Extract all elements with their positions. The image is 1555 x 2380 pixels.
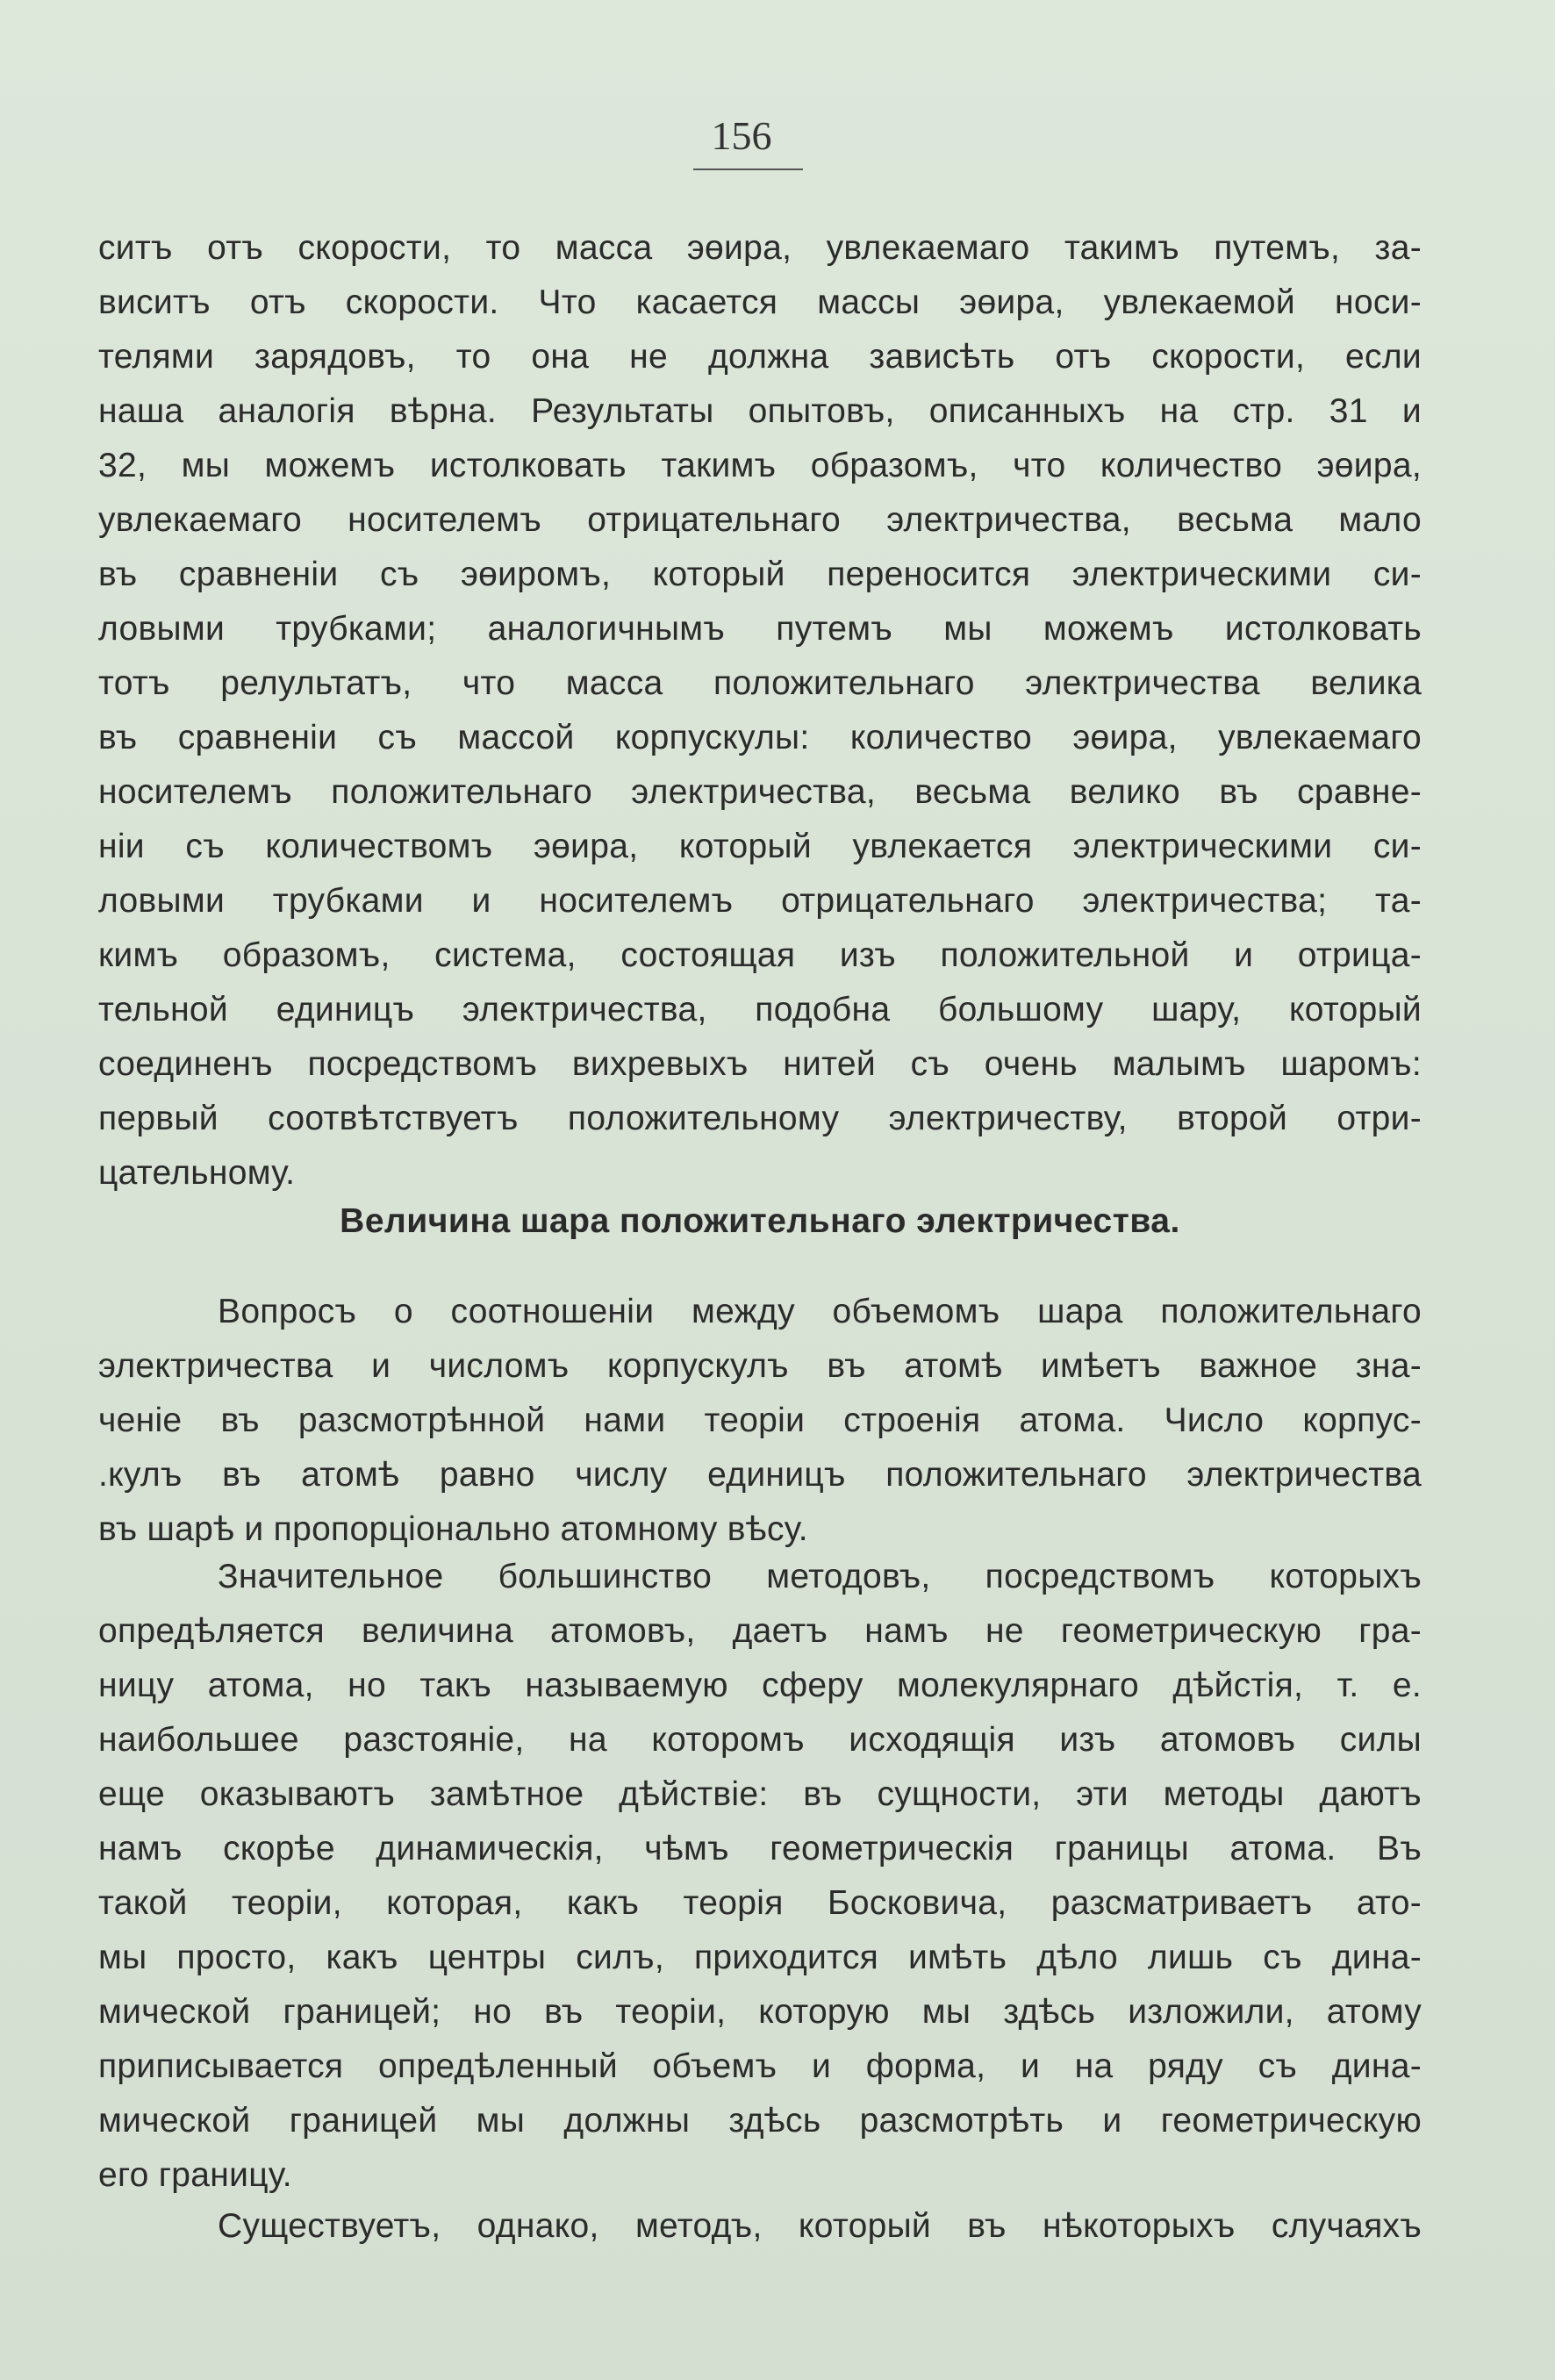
text-line: Существуетъ, однако, методъ, который въ нѣкоторыхъ случаяхъ — [218, 2207, 1422, 2245]
text-line: 32, мы можемъ истолковать такимъ образомъ, что количество эөира, — [98, 447, 1422, 484]
text-line: опредѣляется величина атомовъ, даетъ намъ не геометрическую гра- — [98, 1612, 1422, 1650]
text-line: мической границей; но въ теоріи, которую мы здѣсь изложили, атому — [98, 1993, 1422, 2031]
text-line: ницу атома, но такъ называемую сферу молекулярнаго дѣйстія, т. е. — [98, 1667, 1422, 1704]
section-heading: Величина шара положительнаго электричества. — [340, 1202, 1180, 1240]
text-line: наша аналогія вѣрна. Результаты опытовъ, описанныхъ на стр. 31 и — [98, 392, 1422, 430]
text-line: еще оказываютъ замѣтное дѣйствіе: въ сущности, эти методы даютъ — [98, 1775, 1422, 1813]
text-line: ченіе въ разсмотрѣнной нами теоріи строенія атома. Число корпус- — [98, 1401, 1422, 1439]
text-line: телями зарядовъ, то она не должна зависѣть отъ скорости, если — [98, 338, 1422, 376]
text-line: соединенъ посредствомъ вихревыхъ нитей съ очень малымъ шаромъ: — [98, 1045, 1422, 1083]
text-line: его границу. — [98, 2156, 292, 2194]
text-line: электричества и числомъ корпускулъ въ атомѣ имѣетъ важное зна- — [98, 1347, 1422, 1385]
paragraph — [98, 2199, 1422, 2254]
text-line: Вопросъ о соотношеніи между объемомъ шара положительнаго — [218, 1293, 1422, 1330]
text-line: тельной единицъ электричества, подобна большому шару, который — [98, 991, 1422, 1029]
text-line: въ сравненіи съ массой корпускулы: количество эөира, увлекаемаго — [98, 719, 1422, 756]
text-line: носителемъ положительнаго электричества, весьма велико въ сравне- — [98, 773, 1422, 811]
text-line: мы просто, какъ центры силъ, приходится имѣть дѣло лишь съ дина- — [98, 1939, 1422, 1976]
text-line: намъ скорѣе динамическія, чѣмъ геометрическія границы атома. Въ — [98, 1830, 1422, 1867]
paragraph-continuation — [98, 221, 1422, 1201]
text-line: ніи съ количествомъ эөира, который увлекается электрическими си- — [98, 828, 1422, 865]
text-line: мической границей мы должны здѣсь разсмотрѣть и геометрическую — [98, 2102, 1422, 2140]
text-line: виситъ отъ скорости. Что касается массы эөира, увлекаемой носи- — [98, 283, 1422, 321]
text-line: кимъ образомъ, система, состоящая изъ положительной и отрица- — [98, 936, 1422, 974]
page-number: 156 — [711, 113, 772, 158]
text-line: первый соотвѣтствуетъ положительному электричеству, второй отри- — [98, 1100, 1422, 1137]
text-line: увлекаемаго носителемъ отрицательнаго электричества, весьма мало — [98, 501, 1422, 539]
page-number-rule — [693, 168, 803, 170]
text-line: ситъ отъ скорости, то масса эөира, увлекаемаго такимъ путемъ, за- — [98, 229, 1422, 267]
paragraph — [98, 1285, 1422, 1557]
text-line: такой теоріи, которая, какъ теорія Босковича, разсматриваетъ ато- — [98, 1884, 1422, 1922]
text-line: приписывается опредѣленный объемъ и форма, и на ряду съ дина- — [98, 2047, 1422, 2085]
text-line: ловыми трубками и носителемъ отрицательнаго электричества; та- — [98, 882, 1422, 920]
text-line: наибольшее разстояніе, на которомъ исходящія изъ атомовъ силы — [98, 1721, 1422, 1759]
paragraph — [98, 1550, 1422, 2203]
text-line: тотъ релультатъ, что масса положительнаго электричества велика — [98, 664, 1422, 702]
text-line: въ сравненіи съ эөиромъ, который переносится электрическими си- — [98, 556, 1422, 593]
text-line: Значительное большинство методовъ, посредствомъ которыхъ — [218, 1558, 1422, 1595]
text-line: въ шарѣ и пропорціонально атомному вѣсу. — [98, 1510, 808, 1548]
text-line: .кулъ въ атомѣ равно числу единицъ положительнаго электричества — [98, 1456, 1422, 1494]
text-line: цательному. — [98, 1154, 296, 1192]
text-line: ловыми трубками; аналогичнымъ путемъ мы можемъ истолковать — [98, 610, 1422, 648]
